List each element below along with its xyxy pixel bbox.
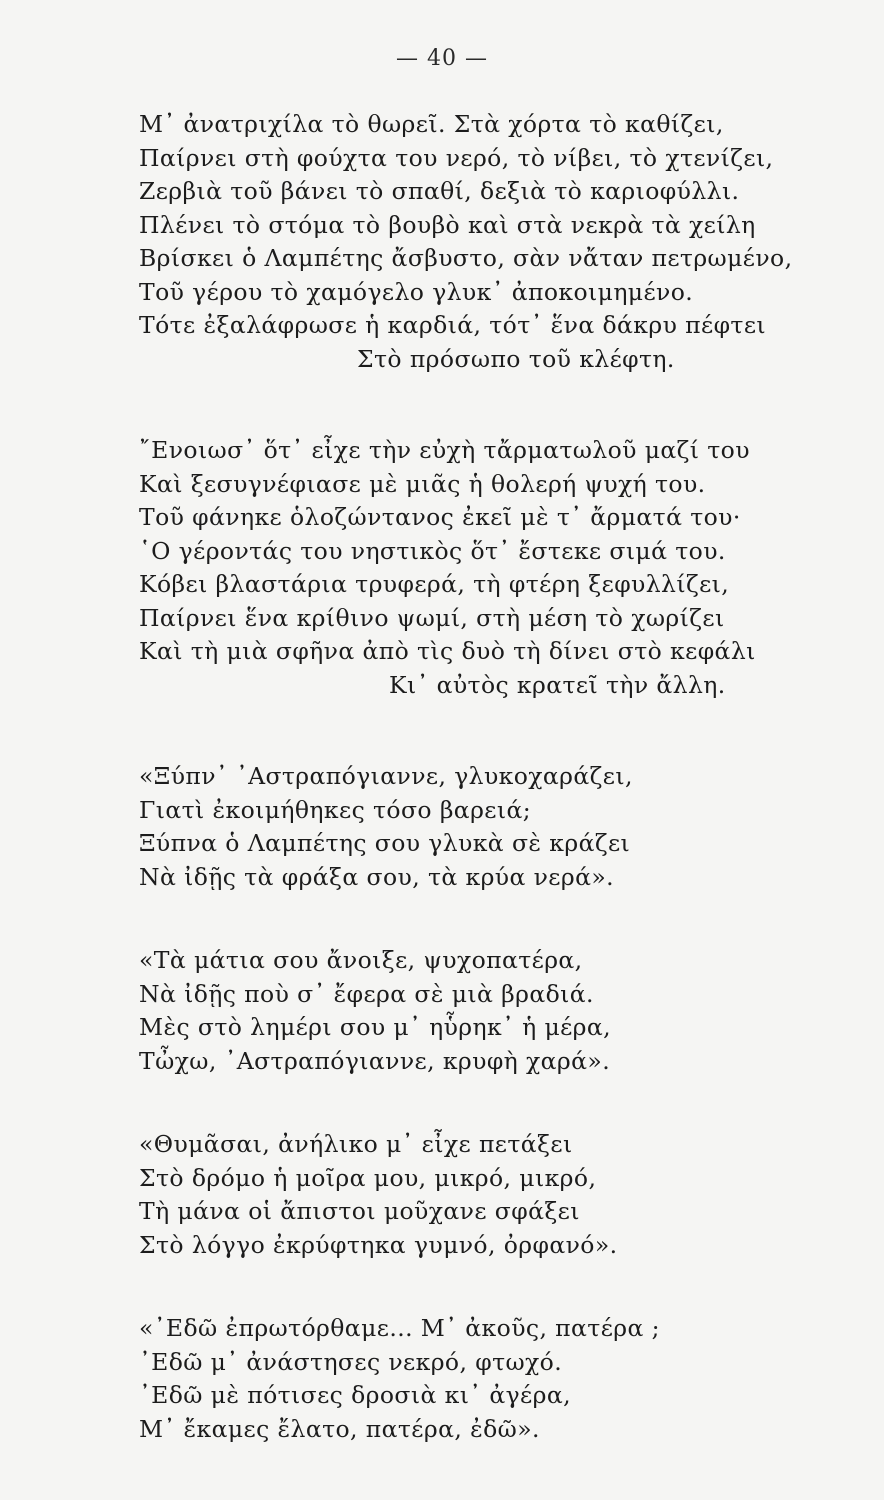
poem-line: Στὸ δρόμο ἡ μοῖρα μου, μικρό, μικρό, — [139, 1163, 597, 1192]
stanza-6 — [139, 1312, 839, 1446]
poem-line: Παίρνει στὴ φούχτα του νερό, τὸ νίβει, τὸ χτενίζει, — [139, 143, 774, 172]
poem-line: Πλένει τὸ στόμα τὸ βουβὸ καὶ στὰ νεκρὰ τὰ χείλη — [139, 210, 756, 239]
page-number: — 40 — — [396, 46, 488, 71]
stanza-gap — [139, 376, 839, 434]
stanza-4 — [139, 944, 839, 1078]
poem-line: «᾿Εδῶ ἐπρωτόρθαμε... Μ᾿ ἀκοῦς, πατέρα ; — [139, 1314, 660, 1342]
poem-line: Βρίσκει ὁ Λαμπέτης ἄσβυστο, σὰν νἄταν πετρωμένο, — [139, 244, 793, 272]
poem-line: Καὶ ξεσυγνέφιασε μὲ μιᾶς ἡ θολερή ψυχή του. — [139, 469, 706, 498]
poem-line: Ζερβιὰ τοῦ βάνει τὸ σπαθί, δεξιὰ τὸ καριοφύλλι. — [139, 177, 740, 205]
poem-line: Μ᾿ ἀνατριχίλα τὸ θωρεῖ. Στὰ χόρτα τὸ καθίζει, — [139, 110, 724, 138]
poem-line: Νὰ ἰδῇς ποὺ σ᾿ ἔφερα σὲ μιὰ βραδιά. — [139, 979, 594, 1008]
stanza-1 — [139, 108, 839, 376]
poem-line-indented: Στὸ πρόσωπο τοῦ κλέφτη. — [357, 344, 675, 373]
stanza-gap — [139, 702, 839, 760]
poem-line: Γιατὶ ἐκοιμήθηκες τόσο βαρειά; — [139, 795, 532, 824]
poem-line: ᾿Εδῶ μὲ πότισες δροσιὰ κι᾿ ἀγέρα, — [139, 1381, 571, 1409]
poem-line: «Τὰ μάτια σου ἄνοιξε, ψυχοπατέρα, — [139, 946, 583, 974]
stanza-3 — [139, 760, 839, 894]
stanza-gap — [139, 1262, 839, 1312]
stanza-gap — [139, 1078, 839, 1128]
poem-line: Τὴ μάνα οἱ ἄπιστοι μοῦχανε σφάξει — [139, 1197, 580, 1225]
poem-line: ῾Ο γέροντάς του νηστικὸς ὅτ᾿ ἔστεκε σιμά του. — [139, 536, 726, 565]
poem-line: «Θυμᾶσαι, ἀνήλικο μ᾿ εἶχε πετάξει — [139, 1130, 573, 1158]
poem-line: Τοῦ γέρου τὸ χαμόγελο γλυκ᾿ ἀποκοιμημένο. — [139, 277, 694, 306]
poem-line: Νὰ ἰδῇς τὰ φράξα σου, τὰ κρύα νερά». — [139, 862, 615, 891]
stanza-gap — [139, 894, 839, 944]
poem-line: Τὦχω, ᾿Αστραπόγιαννε, κρυφὴ χαρά». — [139, 1046, 611, 1075]
stanza-2 — [139, 434, 839, 702]
poem-line: Παίρνει ἕνα κρίθινο ψωμί, στὴ μέση τὸ χωρίζει — [139, 603, 725, 632]
poem-line: «Ξύπν᾿ ᾿Αστραπόγιαννε, γλυκοχαράζει, — [139, 762, 633, 790]
poem-line: Καὶ τὴ μιὰ σφῆνα ἀπὸ τὶς δυὸ τὴ δίνει στὸ κεφάλι — [139, 637, 756, 665]
poem-line: Τότε ἐξαλάφρωσε ἡ καρδιά, τότ᾿ ἕνα δάκρυ πέφτει — [139, 311, 767, 339]
poem-line: ῎Ενοιωσ᾿ ὅτ᾿ εἶχε τὴν εὐχὴ τἄρματωλοῦ μαζί του — [139, 436, 750, 464]
poem-body — [139, 108, 839, 1446]
stanza-5 — [139, 1128, 839, 1262]
poem-line: ᾿Εδῶ μ᾿ ἀνάστησες νεκρό, φτωχό. — [139, 1347, 563, 1376]
poem-line-indented: Κι᾿ αὐτὸς κρατεῖ τὴν ἄλλη. — [389, 670, 726, 699]
poem-line: Τοῦ φάνηκε ὁλοζώντανος ἐκεῖ μὲ τ᾿ ἄρματά του· — [139, 503, 741, 531]
poem-line: Στὸ λόγγο ἐκρύφτηκα γυμνό, ὀρφανό». — [139, 1230, 618, 1259]
poem-line: Ξύπνα ὁ Λαμπέτης σου γλυκὰ σὲ κράζει — [139, 829, 631, 857]
poem-line: Μ᾿ ἔκαμες ἔλατο, πατέρα, ἐδῶ». — [139, 1414, 540, 1443]
poem-line: Μὲς στὸ λημέρι σου μ᾿ ηὗρηκ᾿ ἡ μέρα, — [139, 1013, 612, 1041]
poem-line: Κόβει βλαστάρια τρυφερά, τὴ φτέρη ξεφυλλίζει, — [139, 570, 730, 598]
